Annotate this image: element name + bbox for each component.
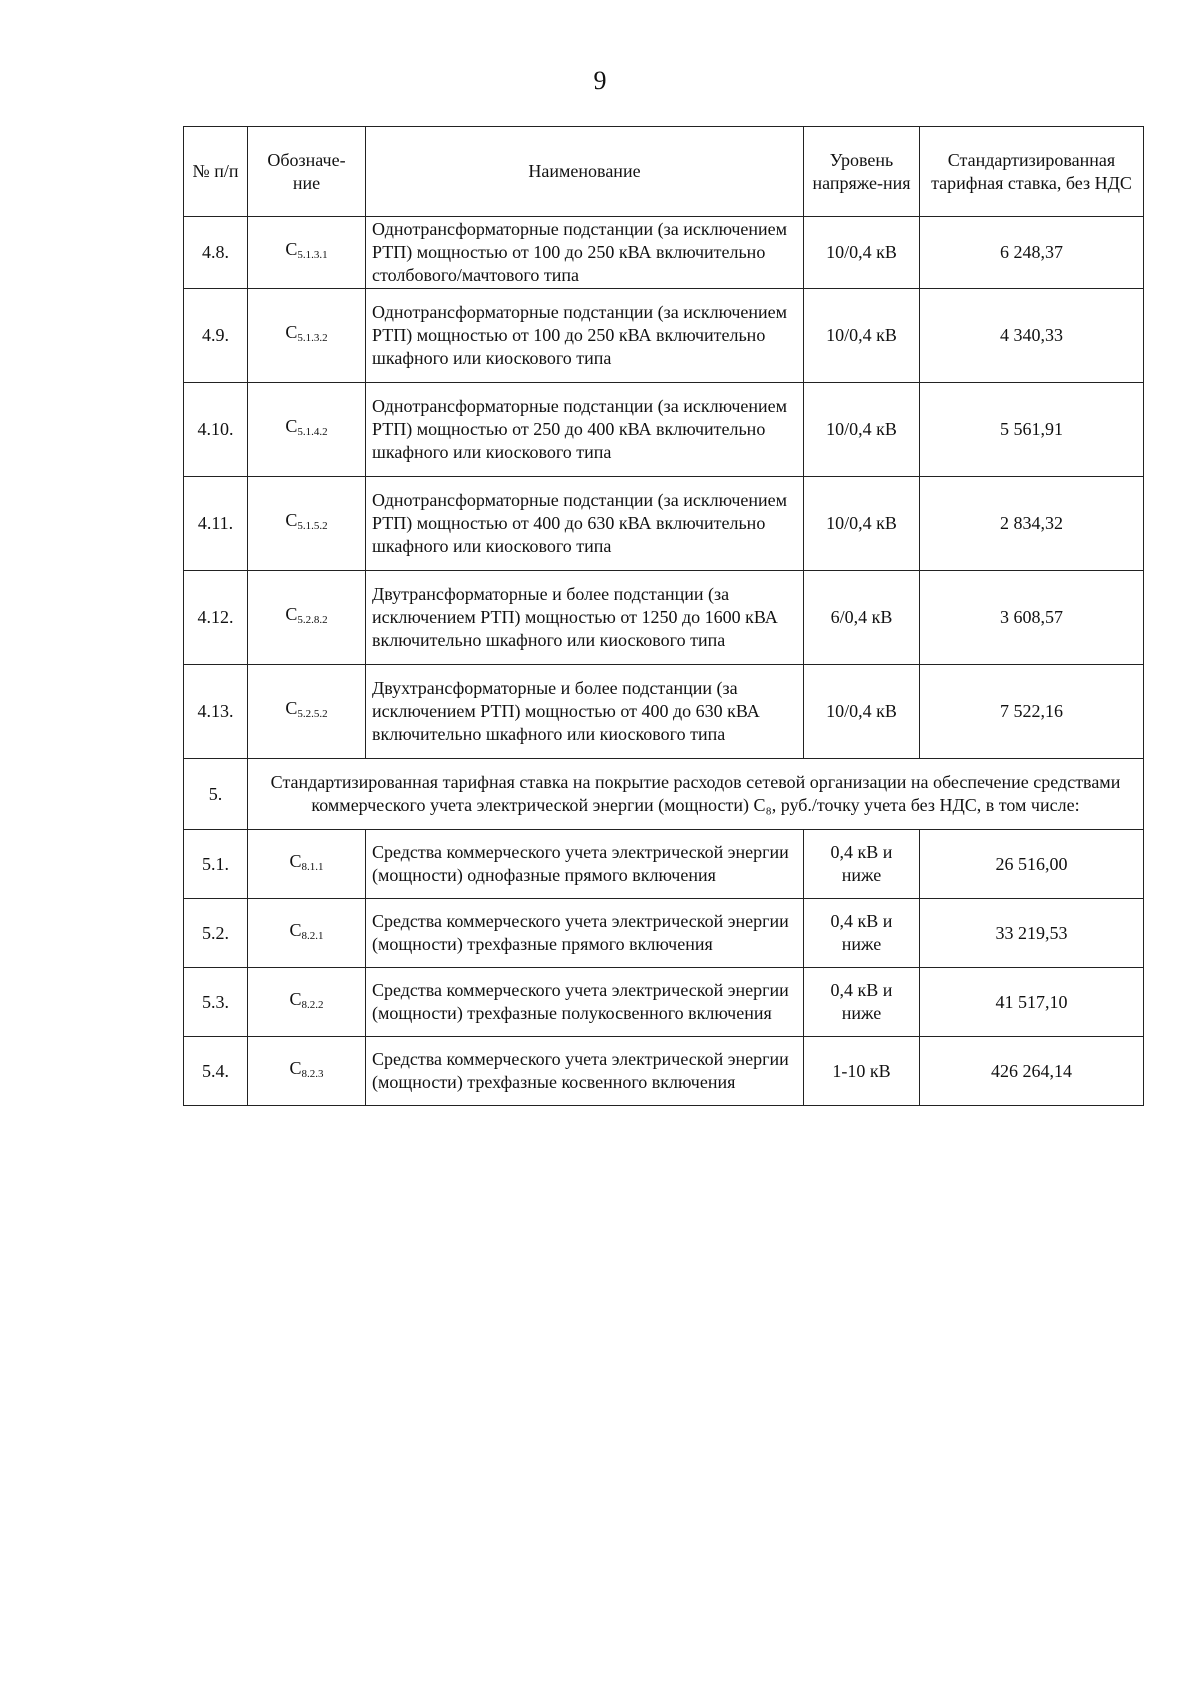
row-num: 5.3. [184, 968, 248, 1037]
row-name: Средства коммерческого учета электрической энергии (мощности) однофазные прямого включения [366, 830, 804, 899]
row-level: 0,4 кВ и ниже [804, 830, 920, 899]
section-num: 5. [184, 759, 248, 830]
row-name: Однотрансформаторные подстанции (за исключением РТП) мощностью от 400 до 630 кВА включительно шкафного или киоскового типа [366, 477, 804, 571]
row-name: Средства коммерческого учета электрической энергии (мощности) трехфазные полукосвенного включения [366, 968, 804, 1037]
row-level: 6/0,4 кВ [804, 571, 920, 665]
row-code [248, 477, 366, 571]
row-level: 0,4 кВ и ниже [804, 968, 920, 1037]
row-code [248, 968, 366, 1037]
section-row [184, 759, 1144, 830]
code-sub: 5.2.5.2 [297, 708, 328, 720]
code-sub: 8.2.1 [301, 929, 324, 942]
table-row [184, 665, 1144, 759]
row-level: 10/0,4 кВ [804, 665, 920, 759]
row-rate: 5 561,91 [920, 383, 1144, 477]
row-rate: 426 264,14 [920, 1037, 1144, 1106]
section-text: Стандартизированная тарифная ставка на покрытие расходов сетевой организации на обеспечение средствами коммерческого учета электрической энергии (мощности) C₈, руб./точку учета без НДС, в том числе: [248, 759, 1144, 830]
code-sub: 8.2.3 [301, 1067, 324, 1080]
row-rate: 6 248,37 [920, 217, 1144, 289]
code-sub: 5.1.3.1 [297, 249, 328, 261]
table-row [184, 968, 1144, 1037]
tariff-table [183, 126, 1144, 1106]
header-num: № п/п [184, 127, 248, 217]
row-code [248, 830, 366, 899]
code-sub: 8.2.2 [301, 998, 324, 1011]
row-num: 5.4. [184, 1037, 248, 1106]
table-row [184, 899, 1144, 968]
code-base: C [285, 416, 298, 436]
code-sub: 5.2.8.2 [297, 614, 328, 626]
table-row [184, 289, 1144, 383]
row-level: 10/0,4 кВ [804, 477, 920, 571]
header-row [184, 127, 1144, 217]
header-level: Уровень напряже-ния [804, 127, 920, 217]
code-base: C [289, 1057, 302, 1078]
table-row [184, 1037, 1144, 1106]
row-level: 10/0,4 кВ [804, 217, 920, 289]
code-base: C [285, 239, 298, 259]
row-name: Средства коммерческого учета электрической энергии (мощности) трехфазные косвенного включения [366, 1037, 804, 1106]
row-level: 0,4 кВ и ниже [804, 899, 920, 968]
row-rate: 2 834,32 [920, 477, 1144, 571]
row-num: 4.11. [184, 477, 248, 571]
code-sub: 5.1.5.2 [297, 520, 328, 532]
row-name: Однотрансформаторные подстанции (за исключением РТП) мощностью от 100 до 250 кВА включительно столбового/мачтового типа [366, 217, 804, 289]
page-number: 9 [593, 66, 607, 95]
code-base: C [289, 850, 302, 871]
row-code [248, 571, 366, 665]
row-num: 4.12. [184, 571, 248, 665]
row-num: 5.1. [184, 830, 248, 899]
row-rate: 33 219,53 [920, 899, 1144, 968]
table-row [184, 217, 1144, 289]
row-rate: 26 516,00 [920, 830, 1144, 899]
row-num: 4.9. [184, 289, 248, 383]
table-row [184, 477, 1144, 571]
code-base: C [289, 988, 302, 1009]
row-rate: 41 517,10 [920, 968, 1144, 1037]
header-rate: Стандартизированная тарифная ставка, без НДС [920, 127, 1144, 217]
row-num: 4.8. [184, 217, 248, 289]
header-name: Наименование [366, 127, 804, 217]
row-level: 10/0,4 кВ [804, 289, 920, 383]
row-name: Двутрансформаторные и более подстанции (за исключением РТП) мощностью от 1250 до 1600 кВА включительно шкафного или киоскового типа [366, 571, 804, 665]
row-rate: 3 608,57 [920, 571, 1144, 665]
row-code [248, 665, 366, 759]
code-base: C [285, 604, 298, 624]
row-name: Однотрансформаторные подстанции (за исключением РТП) мощностью от 100 до 250 кВА включительно шкафного или киоскового типа [366, 289, 804, 383]
code-sub: 5.1.4.2 [297, 426, 328, 438]
code-sub: 8.1.1 [301, 860, 324, 873]
code-base: C [289, 919, 302, 940]
row-name: Средства коммерческого учета электрической энергии (мощности) трехфазные прямого включения [366, 899, 804, 968]
row-code [248, 217, 366, 289]
row-num: 5.2. [184, 899, 248, 968]
row-num: 4.10. [184, 383, 248, 477]
row-code [248, 1037, 366, 1106]
code-base: C [285, 322, 298, 342]
row-level: 10/0,4 кВ [804, 383, 920, 477]
row-code [248, 383, 366, 477]
row-rate: 4 340,33 [920, 289, 1144, 383]
row-name: Однотрансформаторные подстанции (за исключением РТП) мощностью от 250 до 400 кВА включительно шкафного или киоскового типа [366, 383, 804, 477]
row-code [248, 899, 366, 968]
code-sub: 5.1.3.2 [297, 332, 328, 344]
table-row [184, 571, 1144, 665]
code-base: C [285, 510, 298, 530]
row-name: Двухтрансформаторные и более подстанции (за исключением РТП) мощностью от 400 до 630 кВА включительно шкафного или киоскового типа [366, 665, 804, 759]
row-num: 4.13. [184, 665, 248, 759]
header-code: Обозначе-ние [248, 127, 366, 217]
row-level: 1-10 кВ [804, 1037, 920, 1106]
code-base: C [285, 698, 298, 718]
row-rate: 7 522,16 [920, 665, 1144, 759]
table-row [184, 830, 1144, 899]
table-row [184, 383, 1144, 477]
row-code [248, 289, 366, 383]
